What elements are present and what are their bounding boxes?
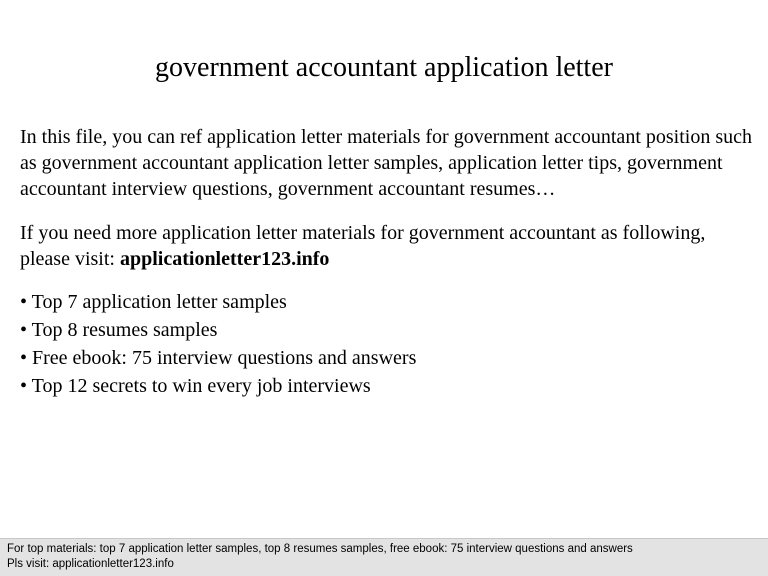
page-title: government accountant application letter	[155, 52, 613, 83]
bullet-list	[20, 288, 760, 400]
intro-paragraph: In this file, you can ref application letter materials for government accountant position such as government accountant application letter samples, application letter tips, government accountant interview questions, government accountant resumes…	[20, 126, 752, 200]
list-item: • Top 7 application letter samples	[20, 291, 287, 313]
list-item: • Free ebook: 75 interview questions and answers	[20, 347, 417, 369]
list-item: • Top 12 secrets to win every job interviews	[20, 375, 371, 397]
slide-content	[20, 124, 760, 400]
visit-paragraph	[20, 220, 760, 272]
footer-line-1: For top materials: top 7 application letter samples, top 8 resumes samples, free ebook: 75 interview questions and answers	[7, 543, 633, 555]
footer-line-2: Pls visit: applicationletter123.info	[7, 558, 174, 570]
website-link[interactable]: applicationletter123.info	[119, 248, 330, 270]
list-item: • Top 8 resumes samples	[20, 319, 218, 341]
footer-bar	[0, 538, 768, 576]
visit-text: If you need more application letter materials for government accountant as following, please visit:	[20, 222, 706, 270]
